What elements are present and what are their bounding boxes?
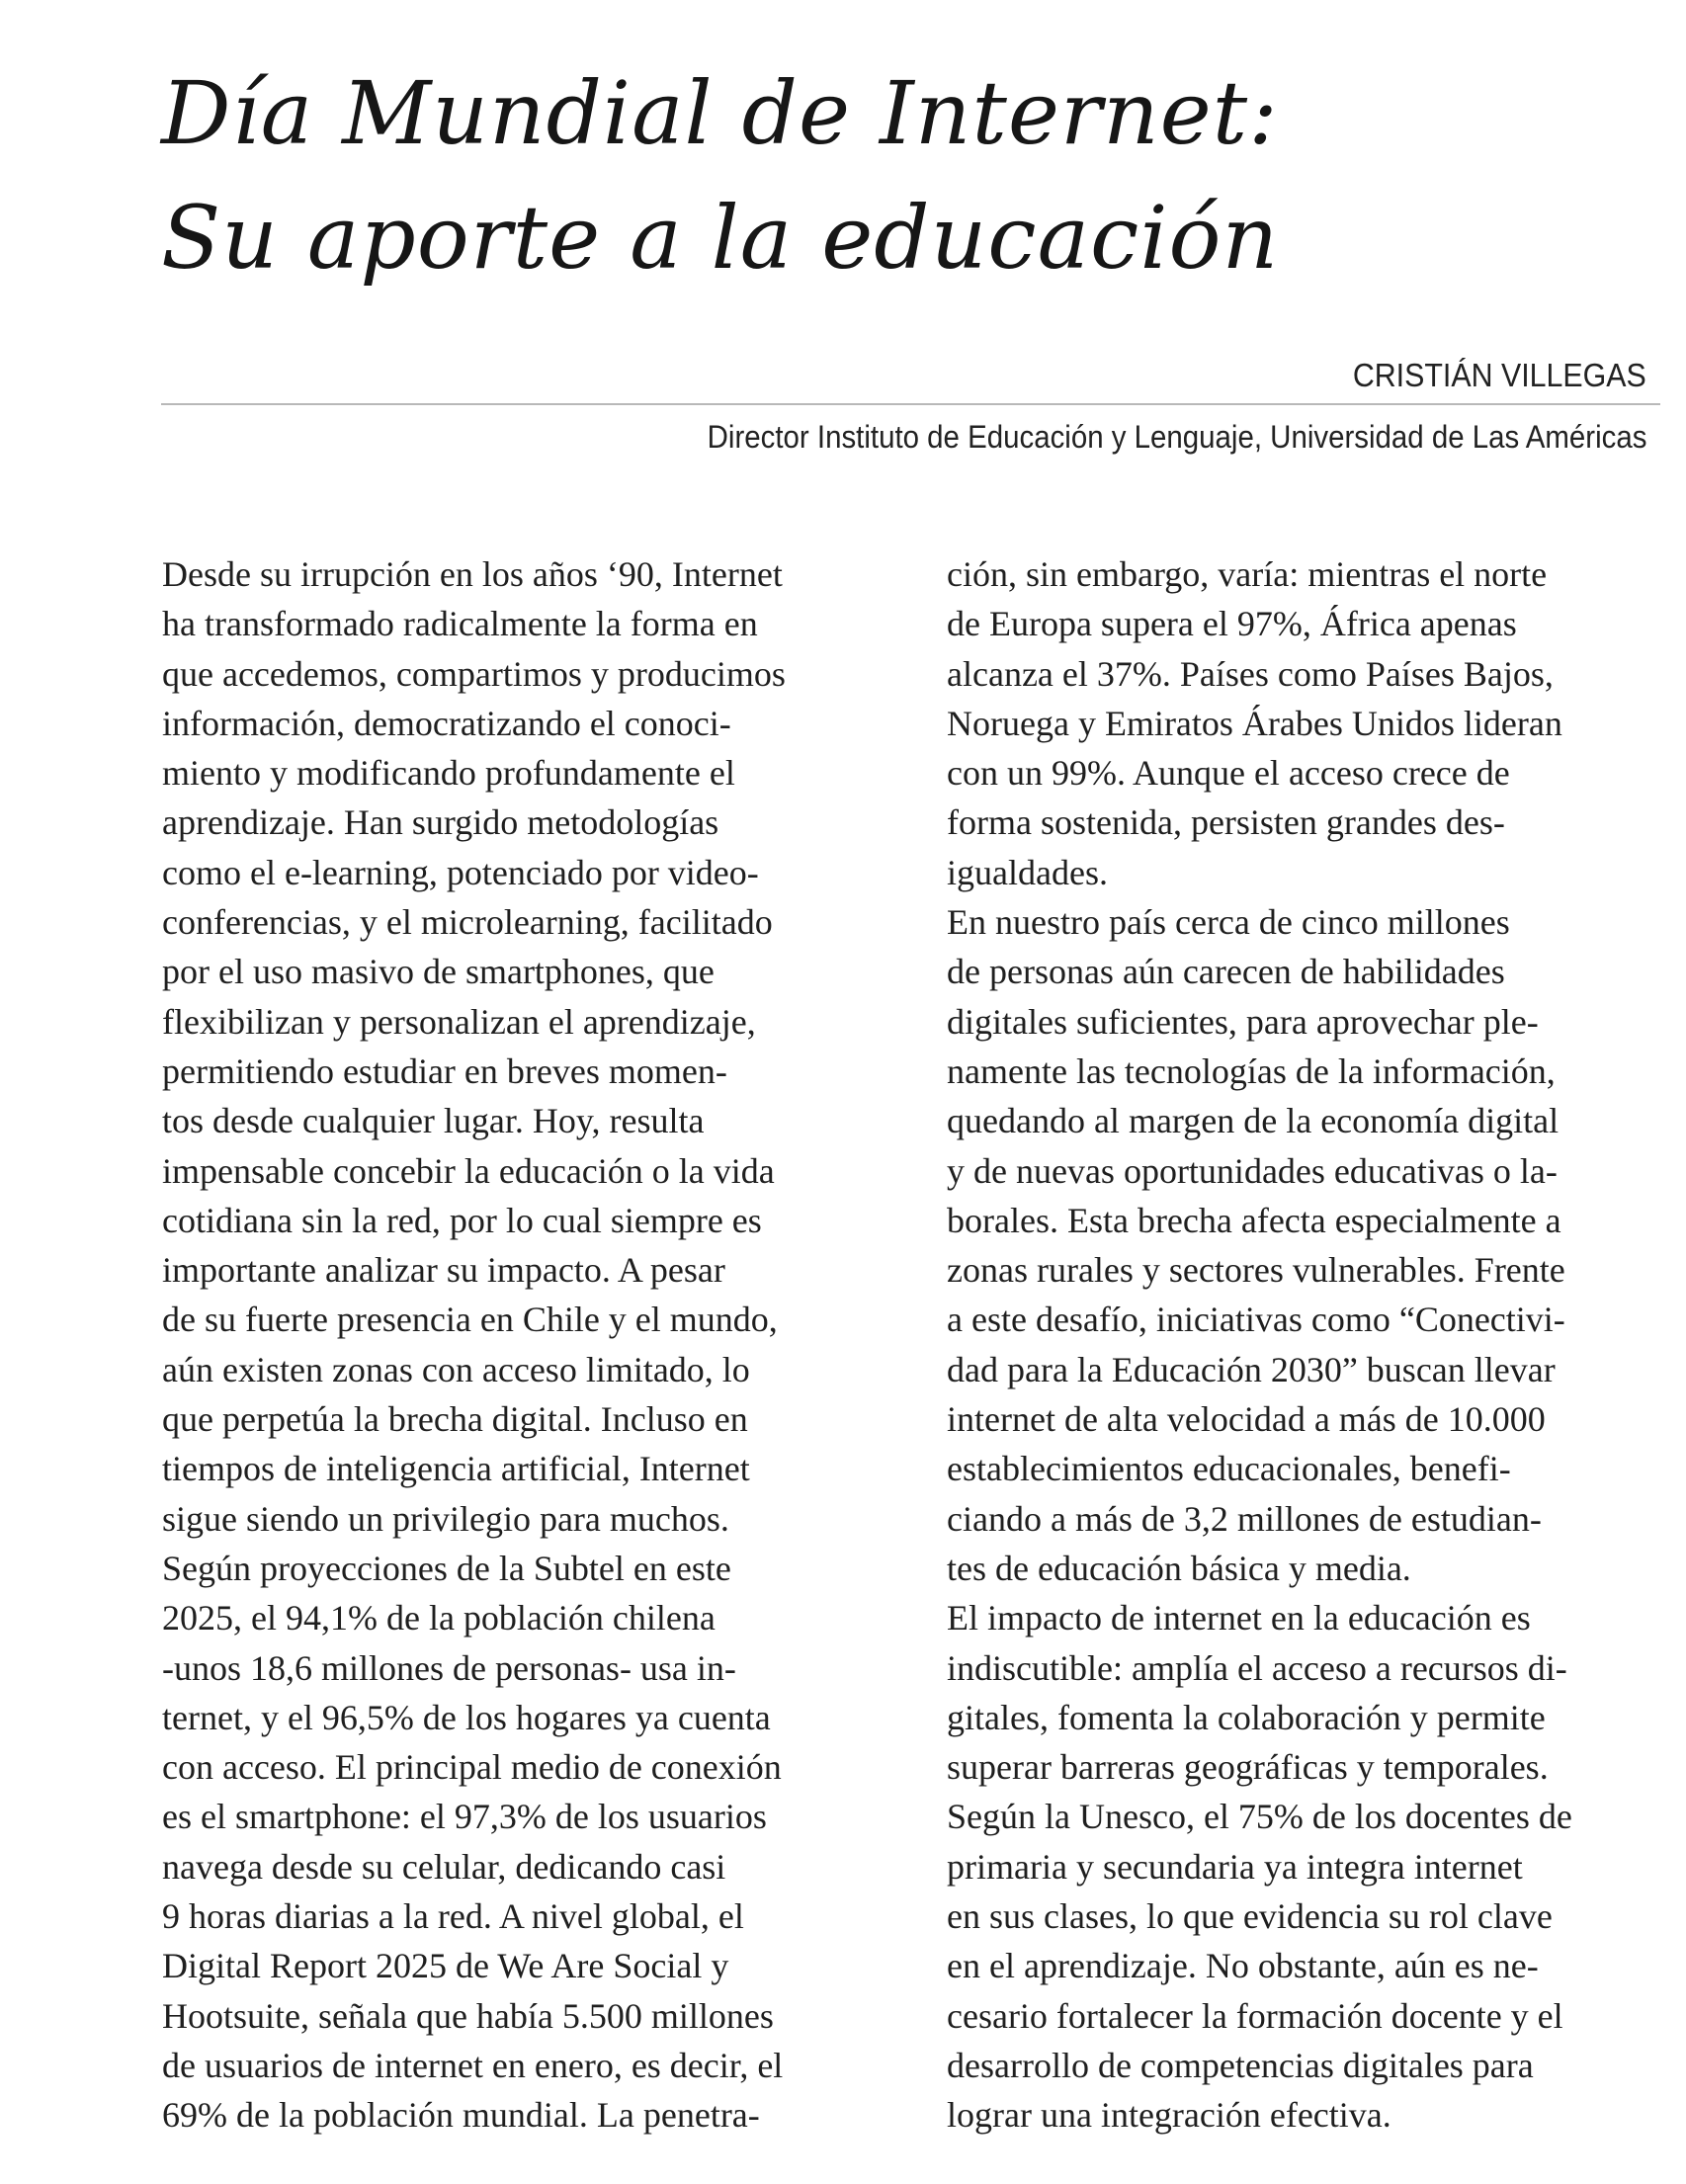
body-line: miento y modificando profundamente el: [162, 753, 735, 794]
body-line: Según proyecciones de la Subtel en este: [162, 1548, 731, 1588]
body-line: ciando a más de 3,2 millones de estudian-: [947, 1498, 1542, 1539]
body-line: forma sostenida, persisten grandes des-: [947, 802, 1505, 843]
body-line: En nuestro país cerca de cinco millones: [947, 902, 1510, 943]
body-line: en el aprendizaje. No obstante, aún es ne-: [947, 1946, 1539, 1986]
body-line: como el e-learning, potenciado por video-: [162, 852, 759, 892]
body-line: 2025, el 94,1% de la población chilena: [162, 1598, 716, 1638]
title-line-1: Día Mundial de Internet:: [161, 62, 1279, 164]
author-role: Director Instituto de Educación y Lenguaje, Universidad de Las Américas: [707, 419, 1646, 455]
body-line: internet de alta velocidad a más de 10.000: [947, 1399, 1546, 1440]
body-line: que accedemos, compartimos y producimos: [162, 653, 786, 694]
author-name: CRISTIÁN VILLEGAS: [1353, 357, 1646, 393]
body-line: impensable concebir la educación o la vida: [162, 1150, 775, 1191]
body-line: ción, sin embargo, varía: mientras el norte: [947, 554, 1548, 594]
body-line: sigue siendo un privilegio para muchos.: [162, 1498, 729, 1539]
body-line: es el smartphone: el 97,3% de los usuarios: [162, 1797, 767, 1837]
body-line: con un 99%. Aunque el acceso crece de: [947, 753, 1510, 794]
title-line-2: Su aporte a la educación: [161, 187, 1280, 289]
body-line: con acceso. El principal medio de conexión: [162, 1747, 782, 1788]
body-line: Desde su irrupción en los años ‘90, Internet: [162, 554, 783, 594]
author-divider: [161, 403, 1660, 405]
body-line: cesario fortalecer la formación docente y el: [947, 1995, 1563, 2036]
body-line: primaria y secundaria ya integra internet: [947, 1846, 1523, 1887]
body-line: borales. Esta brecha afecta especialmente a: [947, 1200, 1561, 1240]
body-line: a este desafío, iniciativas como “Conectivi-: [947, 1300, 1565, 1340]
body-line: El impacto de internet en la educación es: [947, 1598, 1531, 1638]
body-line: gitales, fomenta la colaboración y permite: [947, 1697, 1546, 1737]
body-line: namente las tecnologías de la información,: [947, 1050, 1556, 1091]
body-line: en sus clases, lo que evidencia su rol clave: [947, 1896, 1553, 1937]
body-line: dad para la Educación 2030” buscan llevar: [947, 1349, 1556, 1389]
body-line: conferencias, y el microlearning, facilitado: [162, 902, 773, 943]
body-line: por el uso masivo de smartphones, que: [162, 952, 715, 992]
body-line: indiscutible: amplía el acceso a recursos di-: [947, 1647, 1567, 1688]
body-line: de Europa supera el 97%, África apenas: [947, 604, 1517, 644]
body-line: digitales suficientes, para aprovechar ple-: [947, 1001, 1539, 1042]
body-line: Según la Unesco, el 75% de los docentes de: [947, 1797, 1572, 1837]
body-line: permitiendo estudiar en breves momen-: [162, 1050, 727, 1091]
body-line: alcanza el 37%. Países como Países Bajos,: [947, 653, 1554, 694]
body-line: igualdades.: [947, 852, 1108, 892]
body-line: de usuarios de internet en enero, es decir, el: [162, 2045, 784, 2085]
body-line: 9 horas diarias a la red. A nivel global, el: [162, 1896, 744, 1937]
body-line: establecimientos educacionales, benefi-: [947, 1449, 1511, 1489]
body-line: información, democratizando el conoci-: [162, 703, 731, 743]
article-title: [161, 51, 1279, 300]
body-line: Hootsuite, señala que había 5.500 millones: [162, 1995, 774, 2036]
body-line: Digital Report 2025 de We Are Social y: [162, 1946, 729, 1986]
body-line: de personas aún carecen de habilidades: [947, 952, 1505, 992]
body-line: tos desde cualquier lugar. Hoy, resulta: [162, 1101, 705, 1141]
body-line: y de nuevas oportunidades educativas o la-: [947, 1150, 1558, 1191]
body-line: navega desde su celular, dedicando casi: [162, 1846, 726, 1887]
body-line: aún existen zonas con acceso limitado, lo: [162, 1349, 750, 1389]
body-line: Noruega y Emiratos Árabes Unidos lideran: [947, 703, 1562, 743]
body-column-right: [947, 549, 1658, 2141]
body-line: superar barreras geográficas y temporales.: [947, 1747, 1549, 1788]
body-line: de su fuerte presencia en Chile y el mundo,: [162, 1300, 778, 1340]
body-line: cotidiana sin la red, por lo cual siempre es: [162, 1200, 762, 1240]
body-line: tes de educación básica y media.: [947, 1548, 1411, 1588]
body-line: lograr una integración efectiva.: [947, 2095, 1391, 2136]
body-line: tiempos de inteligencia artificial, Internet: [162, 1449, 750, 1489]
body-line: que perpetúa la brecha digital. Incluso en: [162, 1399, 748, 1440]
body-line: 69% de la población mundial. La penetra-: [162, 2095, 760, 2136]
body-line: ha transformado radicalmente la forma en: [162, 604, 758, 644]
body-line: flexibilizan y personalizan el aprendizaje,: [162, 1001, 756, 1042]
body-column-left: [162, 549, 884, 2141]
body-line: ternet, y el 96,5% de los hogares ya cuenta: [162, 1697, 771, 1737]
body-line: desarrollo de competencias digitales para: [947, 2045, 1534, 2085]
body-line: zonas rurales y sectores vulnerables. Frente: [947, 1250, 1565, 1291]
body-line: quedando al margen de la economía digital: [947, 1101, 1560, 1141]
body-line: aprendizaje. Han surgido metodologías: [162, 802, 719, 843]
body-line: -unos 18,6 millones de personas- usa in-: [162, 1647, 736, 1688]
body-line: importante analizar su impacto. A pesar: [162, 1250, 725, 1291]
